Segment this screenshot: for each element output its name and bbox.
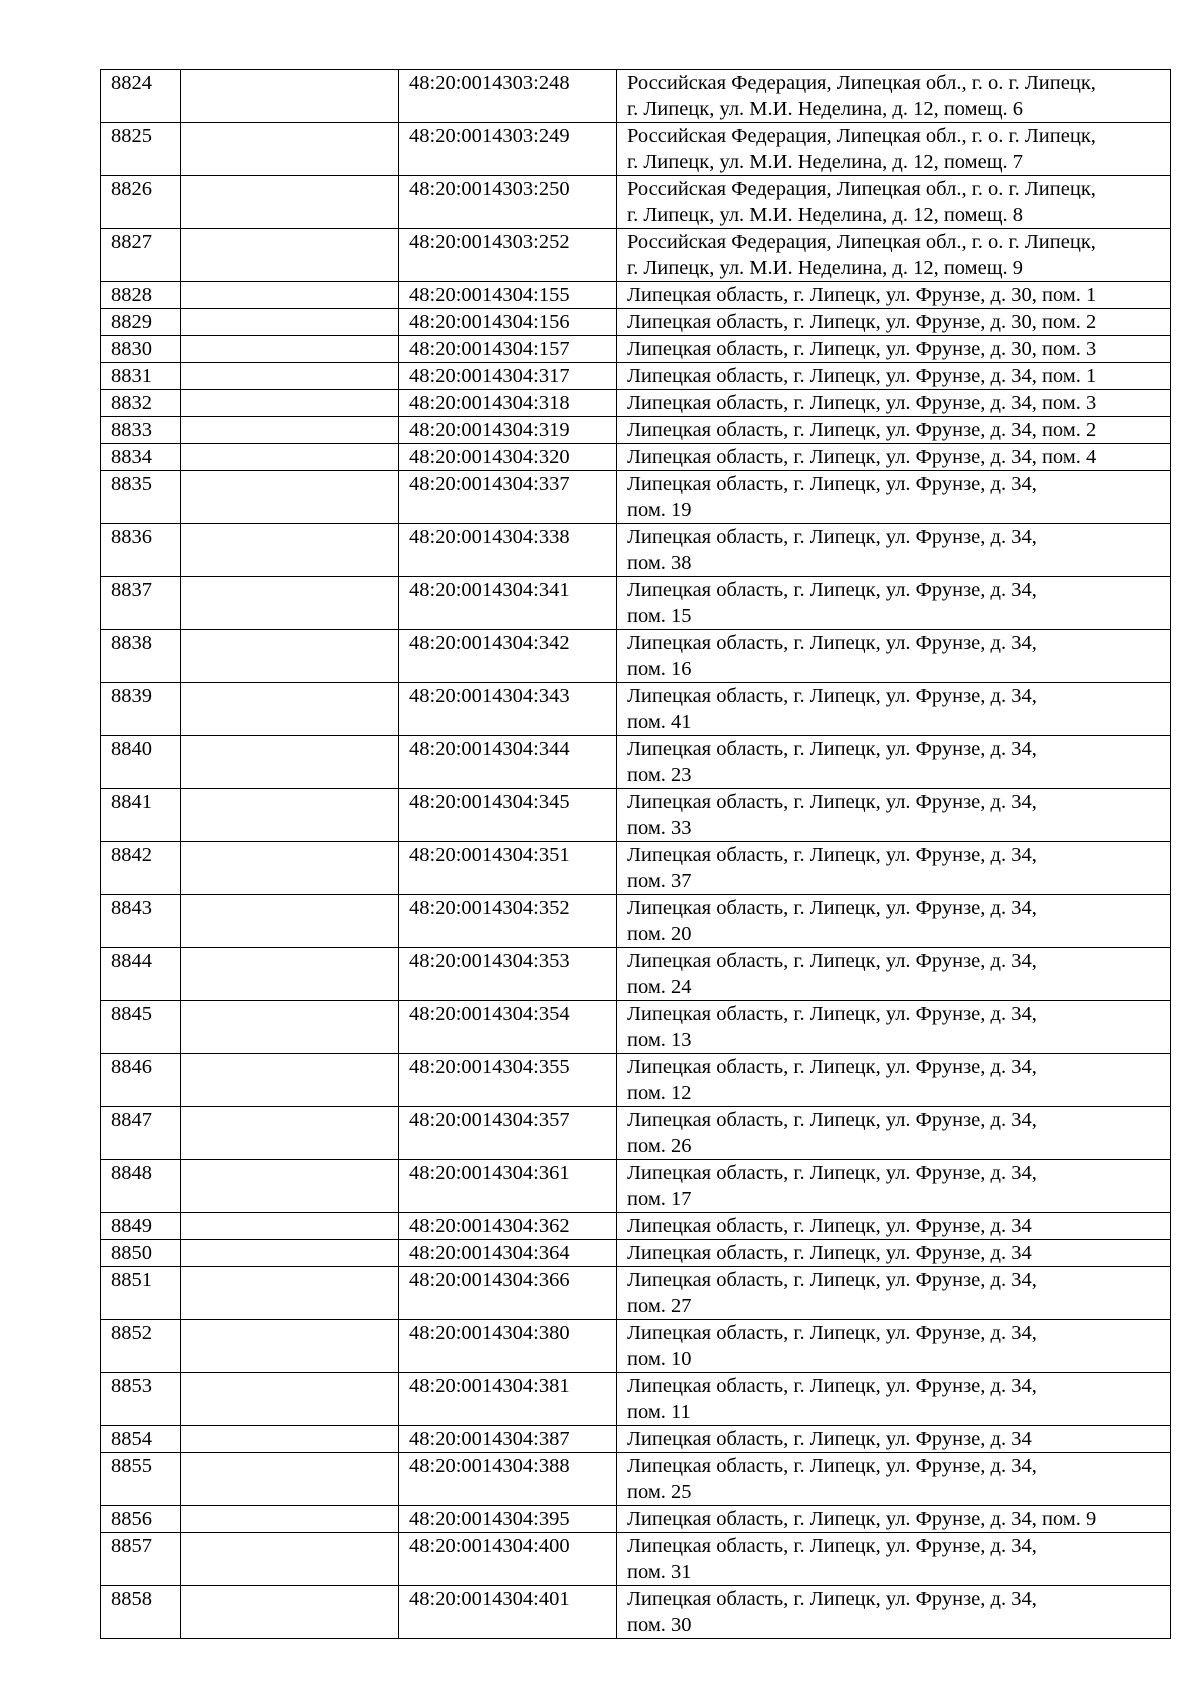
address-line: пом. 25 — [627, 1481, 692, 1503]
table-row — [101, 736, 1171, 789]
empty-cell — [181, 229, 399, 282]
row-number-cell: 8833 — [101, 417, 181, 444]
address-cell — [617, 1107, 1171, 1160]
address-line: Липецкая область, г. Липецк, ул. Фрунзе, д. 34, — [627, 632, 1037, 654]
address-line: Липецкая область, г. Липецк, ул. Фрунзе, д. 34, — [627, 1003, 1037, 1025]
row-number-cell: 8848 — [101, 1160, 181, 1213]
row-number-cell: 8854 — [101, 1426, 181, 1453]
empty-cell — [181, 1320, 399, 1373]
address-cell — [617, 282, 1171, 309]
table-row — [101, 444, 1171, 471]
table-row — [101, 1426, 1171, 1453]
cadastral-number-cell: 48:20:0014304:342 — [399, 630, 617, 683]
address-cell — [617, 471, 1171, 524]
address-line: пом. 20 — [627, 923, 692, 945]
cadastral-number-cell: 48:20:0014304:341 — [399, 577, 617, 630]
cadastral-number-cell: 48:20:0014304:353 — [399, 948, 617, 1001]
address-cell — [617, 1240, 1171, 1267]
address-line: пом. 12 — [627, 1082, 692, 1104]
empty-cell — [181, 471, 399, 524]
row-number-cell: 8843 — [101, 895, 181, 948]
address-line: Липецкая область, г. Липецк, ул. Фрунзе, д. 34, — [627, 473, 1037, 495]
table-row — [101, 789, 1171, 842]
empty-cell — [181, 336, 399, 363]
address-cell — [617, 1426, 1171, 1453]
address-cell — [617, 123, 1171, 176]
address-line: г. Липецк, ул. М.И. Неделина, д. 12, помещ. 7 — [627, 151, 1024, 173]
cadastral-number-cell: 48:20:0014304:388 — [399, 1453, 617, 1506]
cadastral-number-cell: 48:20:0014304:157 — [399, 336, 617, 363]
address-line: Липецкая область, г. Липецк, ул. Фрунзе, д. 34, — [627, 579, 1037, 601]
row-number-cell: 8852 — [101, 1320, 181, 1373]
empty-cell — [181, 1586, 399, 1639]
address-cell — [617, 1001, 1171, 1054]
row-number-cell: 8838 — [101, 630, 181, 683]
row-number-cell: 8835 — [101, 471, 181, 524]
empty-cell — [181, 417, 399, 444]
empty-cell — [181, 895, 399, 948]
cadastral-number-cell: 48:20:0014304:319 — [399, 417, 617, 444]
address-cell — [617, 444, 1171, 471]
row-number-cell: 8850 — [101, 1240, 181, 1267]
empty-cell — [181, 444, 399, 471]
row-number-cell: 8846 — [101, 1054, 181, 1107]
address-line: пом. 23 — [627, 764, 692, 786]
empty-cell — [181, 70, 399, 123]
cadastral-number-cell: 48:20:0014303:252 — [399, 229, 617, 282]
row-number-cell: 8824 — [101, 70, 181, 123]
address-line: пом. 15 — [627, 605, 692, 627]
empty-cell — [181, 1213, 399, 1240]
cadastral-number-cell: 48:20:0014303:248 — [399, 70, 617, 123]
table-row — [101, 471, 1171, 524]
empty-cell — [181, 842, 399, 895]
address-line: Липецкая область, г. Липецк, ул. Фрунзе, д. 34, пом. 3 — [627, 392, 1097, 414]
cadastral-number-cell: 48:20:0014304:354 — [399, 1001, 617, 1054]
address-line: Липецкая область, г. Липецк, ул. Фрунзе, д. 34, — [627, 791, 1037, 813]
address-line: пом. 33 — [627, 817, 692, 839]
address-cell — [617, 1160, 1171, 1213]
row-number-cell: 8842 — [101, 842, 181, 895]
cadastral-number-cell: 48:20:0014304:351 — [399, 842, 617, 895]
cadastral-number-cell: 48:20:0014304:387 — [399, 1426, 617, 1453]
address-line: Российская Федерация, Липецкая обл., г. о. г. Липецк, — [627, 178, 1096, 200]
address-line: Липецкая область, г. Липецк, ул. Фрунзе, д. 34 — [627, 1215, 1032, 1237]
address-line: г. Липецк, ул. М.И. Неделина, д. 12, помещ. 6 — [627, 98, 1024, 120]
table-row — [101, 336, 1171, 363]
table-row — [101, 1240, 1171, 1267]
row-number-cell: 8851 — [101, 1267, 181, 1320]
address-line: Липецкая область, г. Липецк, ул. Фрунзе, д. 34, — [627, 1269, 1037, 1291]
address-line: Липецкая область, г. Липецк, ул. Фрунзе, д. 34, пом. 9 — [627, 1508, 1097, 1530]
address-line: пом. 24 — [627, 976, 692, 998]
empty-cell — [181, 1001, 399, 1054]
empty-cell — [181, 1453, 399, 1506]
cadastral-number-cell: 48:20:0014304:361 — [399, 1160, 617, 1213]
cadastral-number-cell: 48:20:0014304:317 — [399, 363, 617, 390]
address-cell — [617, 1453, 1171, 1506]
empty-cell — [181, 176, 399, 229]
table-row — [101, 390, 1171, 417]
table-row — [101, 1373, 1171, 1426]
address-cell — [617, 336, 1171, 363]
address-line: пом. 30 — [627, 1614, 692, 1636]
address-cell — [617, 895, 1171, 948]
address-cell — [617, 417, 1171, 444]
cadastral-number-cell: 48:20:0014304:345 — [399, 789, 617, 842]
empty-cell — [181, 1267, 399, 1320]
row-number-cell: 8847 — [101, 1107, 181, 1160]
table-row — [101, 1533, 1171, 1586]
row-number-cell: 8858 — [101, 1586, 181, 1639]
row-number-cell: 8830 — [101, 336, 181, 363]
table-row — [101, 176, 1171, 229]
empty-cell — [181, 1107, 399, 1160]
cadastral-number-cell: 48:20:0014304:318 — [399, 390, 617, 417]
address-line: Липецкая область, г. Липецк, ул. Фрунзе, д. 34, — [627, 1535, 1037, 1557]
address-cell — [617, 1267, 1171, 1320]
empty-cell — [181, 1533, 399, 1586]
address-cell — [617, 309, 1171, 336]
address-line: Липецкая область, г. Липецк, ул. Фрунзе, д. 34, — [627, 1056, 1037, 1078]
address-cell — [617, 1533, 1171, 1586]
empty-cell — [181, 577, 399, 630]
address-cell — [617, 229, 1171, 282]
address-line: пом. 19 — [627, 499, 692, 521]
table-row — [101, 1586, 1171, 1639]
table-row — [101, 229, 1171, 282]
cadastral-number-cell: 48:20:0014304:337 — [399, 471, 617, 524]
address-cell — [617, 363, 1171, 390]
address-cell — [617, 577, 1171, 630]
address-line: Липецкая область, г. Липецк, ул. Фрунзе, д. 34, — [627, 844, 1037, 866]
address-line: Липецкая область, г. Липецк, ул. Фрунзе, д. 34, — [627, 1162, 1037, 1184]
empty-cell — [181, 123, 399, 176]
address-cell — [617, 390, 1171, 417]
address-cell — [617, 1320, 1171, 1373]
address-line: Российская Федерация, Липецкая обл., г. о. г. Липецк, — [627, 72, 1096, 94]
address-cell — [617, 1373, 1171, 1426]
address-cell — [617, 736, 1171, 789]
cadastral-number-cell: 48:20:0014304:381 — [399, 1373, 617, 1426]
empty-cell — [181, 683, 399, 736]
address-cell — [617, 1213, 1171, 1240]
address-cell — [617, 842, 1171, 895]
address-line: Липецкая область, г. Липецк, ул. Фрунзе, д. 34 — [627, 1428, 1032, 1450]
address-line: пом. 37 — [627, 870, 692, 892]
address-line: Липецкая область, г. Липецк, ул. Фрунзе, д. 34 — [627, 1242, 1032, 1264]
table-row — [101, 1213, 1171, 1240]
address-line: Липецкая область, г. Липецк, ул. Фрунзе, д. 34, — [627, 738, 1037, 760]
cadastral-number-cell: 48:20:0014304:395 — [399, 1506, 617, 1533]
row-number-cell: 8856 — [101, 1506, 181, 1533]
row-number-cell: 8828 — [101, 282, 181, 309]
cadastral-number-cell: 48:20:0014303:250 — [399, 176, 617, 229]
address-line: пом. 31 — [627, 1561, 692, 1583]
row-number-cell: 8836 — [101, 524, 181, 577]
cadastral-number-cell: 48:20:0014304:401 — [399, 1586, 617, 1639]
row-number-cell: 8839 — [101, 683, 181, 736]
cadastral-number-cell: 48:20:0014304:156 — [399, 309, 617, 336]
address-line: Липецкая область, г. Липецк, ул. Фрунзе, д. 30, пом. 1 — [627, 284, 1097, 306]
address-line: пом. 38 — [627, 552, 692, 574]
row-number-cell: 8827 — [101, 229, 181, 282]
empty-cell — [181, 736, 399, 789]
row-number-cell: 8837 — [101, 577, 181, 630]
address-line: Липецкая область, г. Липецк, ул. Фрунзе, д. 34, пом. 2 — [627, 419, 1097, 441]
empty-cell — [181, 1506, 399, 1533]
address-cell — [617, 70, 1171, 123]
table-row — [101, 1160, 1171, 1213]
address-line: г. Липецк, ул. М.И. Неделина, д. 12, помещ. 8 — [627, 204, 1024, 226]
address-line: пом. 17 — [627, 1188, 692, 1210]
row-number-cell: 8844 — [101, 948, 181, 1001]
address-line: Липецкая область, г. Липецк, ул. Фрунзе, д. 30, пом. 3 — [627, 338, 1097, 360]
table-row — [101, 1107, 1171, 1160]
table-row — [101, 417, 1171, 444]
empty-cell — [181, 282, 399, 309]
cadastral-number-cell: 48:20:0014304:320 — [399, 444, 617, 471]
cadastral-number-cell: 48:20:0014304:344 — [399, 736, 617, 789]
empty-cell — [181, 309, 399, 336]
cadastral-number-cell: 48:20:0014304:343 — [399, 683, 617, 736]
empty-cell — [181, 1426, 399, 1453]
address-line: Липецкая область, г. Липецк, ул. Фрунзе, д. 34, — [627, 685, 1037, 707]
address-line: пом. 11 — [627, 1401, 691, 1423]
empty-cell — [181, 363, 399, 390]
address-cell — [617, 789, 1171, 842]
row-number-cell: 8829 — [101, 309, 181, 336]
address-line: пом. 10 — [627, 1348, 692, 1370]
address-cell — [617, 1506, 1171, 1533]
cadastral-number-cell: 48:20:0014304:357 — [399, 1107, 617, 1160]
cadastral-number-cell: 48:20:0014304:364 — [399, 1240, 617, 1267]
address-cell — [617, 524, 1171, 577]
property-table-body — [101, 70, 1171, 1639]
address-line: Липецкая область, г. Липецк, ул. Фрунзе, д. 34, — [627, 1375, 1037, 1397]
address-line: г. Липецк, ул. М.И. Неделина, д. 12, помещ. 9 — [627, 257, 1024, 279]
address-cell — [617, 683, 1171, 736]
row-number-cell: 8855 — [101, 1453, 181, 1506]
empty-cell — [181, 390, 399, 417]
cadastral-number-cell: 48:20:0014303:249 — [399, 123, 617, 176]
empty-cell — [181, 1240, 399, 1267]
table-row — [101, 123, 1171, 176]
address-line: Липецкая область, г. Липецк, ул. Фрунзе, д. 30, пом. 2 — [627, 311, 1097, 333]
address-line: Липецкая область, г. Липецк, ул. Фрунзе, д. 34, — [627, 1455, 1037, 1477]
table-row — [101, 363, 1171, 390]
address-line: Липецкая область, г. Липецк, ул. Фрунзе, д. 34, — [627, 1322, 1037, 1344]
cadastral-number-cell: 48:20:0014304:355 — [399, 1054, 617, 1107]
table-row — [101, 309, 1171, 336]
table-row — [101, 1506, 1171, 1533]
address-line: Липецкая область, г. Липецк, ул. Фрунзе, д. 34, пом. 1 — [627, 365, 1097, 387]
cadastral-number-cell: 48:20:0014304:352 — [399, 895, 617, 948]
address-line: Липецкая область, г. Липецк, ул. Фрунзе, д. 34, пом. 4 — [627, 446, 1097, 468]
table-row — [101, 630, 1171, 683]
table-row — [101, 1054, 1171, 1107]
cadastral-number-cell: 48:20:0014304:366 — [399, 1267, 617, 1320]
table-row — [101, 524, 1171, 577]
empty-cell — [181, 1373, 399, 1426]
address-line: пом. 27 — [627, 1295, 692, 1317]
row-number-cell: 8841 — [101, 789, 181, 842]
cadastral-number-cell: 48:20:0014304:380 — [399, 1320, 617, 1373]
address-line: Липецкая область, г. Липецк, ул. Фрунзе, д. 34, — [627, 897, 1037, 919]
row-number-cell: 8825 — [101, 123, 181, 176]
address-line: Липецкая область, г. Липецк, ул. Фрунзе, д. 34, — [627, 526, 1037, 548]
row-number-cell: 8845 — [101, 1001, 181, 1054]
row-number-cell: 8853 — [101, 1373, 181, 1426]
empty-cell — [181, 1160, 399, 1213]
cadastral-number-cell: 48:20:0014304:155 — [399, 282, 617, 309]
address-line: Липецкая область, г. Липецк, ул. Фрунзе, д. 34, — [627, 1109, 1037, 1131]
address-line: Российская Федерация, Липецкая обл., г. о. г. Липецк, — [627, 231, 1096, 253]
address-cell — [617, 1054, 1171, 1107]
table-row — [101, 282, 1171, 309]
cadastral-number-cell: 48:20:0014304:362 — [399, 1213, 617, 1240]
row-number-cell: 8857 — [101, 1533, 181, 1586]
empty-cell — [181, 630, 399, 683]
table-row — [101, 1453, 1171, 1506]
empty-cell — [181, 1054, 399, 1107]
table-row — [101, 683, 1171, 736]
address-cell — [617, 176, 1171, 229]
row-number-cell: 8834 — [101, 444, 181, 471]
cadastral-number-cell: 48:20:0014304:338 — [399, 524, 617, 577]
address-line: пом. 26 — [627, 1135, 692, 1157]
row-number-cell: 8840 — [101, 736, 181, 789]
row-number-cell: 8832 — [101, 390, 181, 417]
row-number-cell: 8849 — [101, 1213, 181, 1240]
address-line: Липецкая область, г. Липецк, ул. Фрунзе, д. 34, — [627, 1588, 1037, 1610]
empty-cell — [181, 948, 399, 1001]
empty-cell — [181, 789, 399, 842]
table-row — [101, 70, 1171, 123]
table-row — [101, 577, 1171, 630]
table-row — [101, 1001, 1171, 1054]
address-line: пом. 41 — [627, 711, 692, 733]
table-row — [101, 842, 1171, 895]
table-row — [101, 948, 1171, 1001]
address-cell — [617, 948, 1171, 1001]
table-row — [101, 895, 1171, 948]
table-row — [101, 1267, 1171, 1320]
address-line: пом. 13 — [627, 1029, 692, 1051]
address-cell — [617, 630, 1171, 683]
property-table — [100, 69, 1171, 1639]
row-number-cell: 8831 — [101, 363, 181, 390]
cadastral-number-cell: 48:20:0014304:400 — [399, 1533, 617, 1586]
address-line: пом. 16 — [627, 658, 692, 680]
table-row — [101, 1320, 1171, 1373]
address-line: Российская Федерация, Липецкая обл., г. о. г. Липецк, — [627, 125, 1096, 147]
empty-cell — [181, 524, 399, 577]
row-number-cell: 8826 — [101, 176, 181, 229]
address-cell — [617, 1586, 1171, 1639]
address-line: Липецкая область, г. Липецк, ул. Фрунзе, д. 34, — [627, 950, 1037, 972]
